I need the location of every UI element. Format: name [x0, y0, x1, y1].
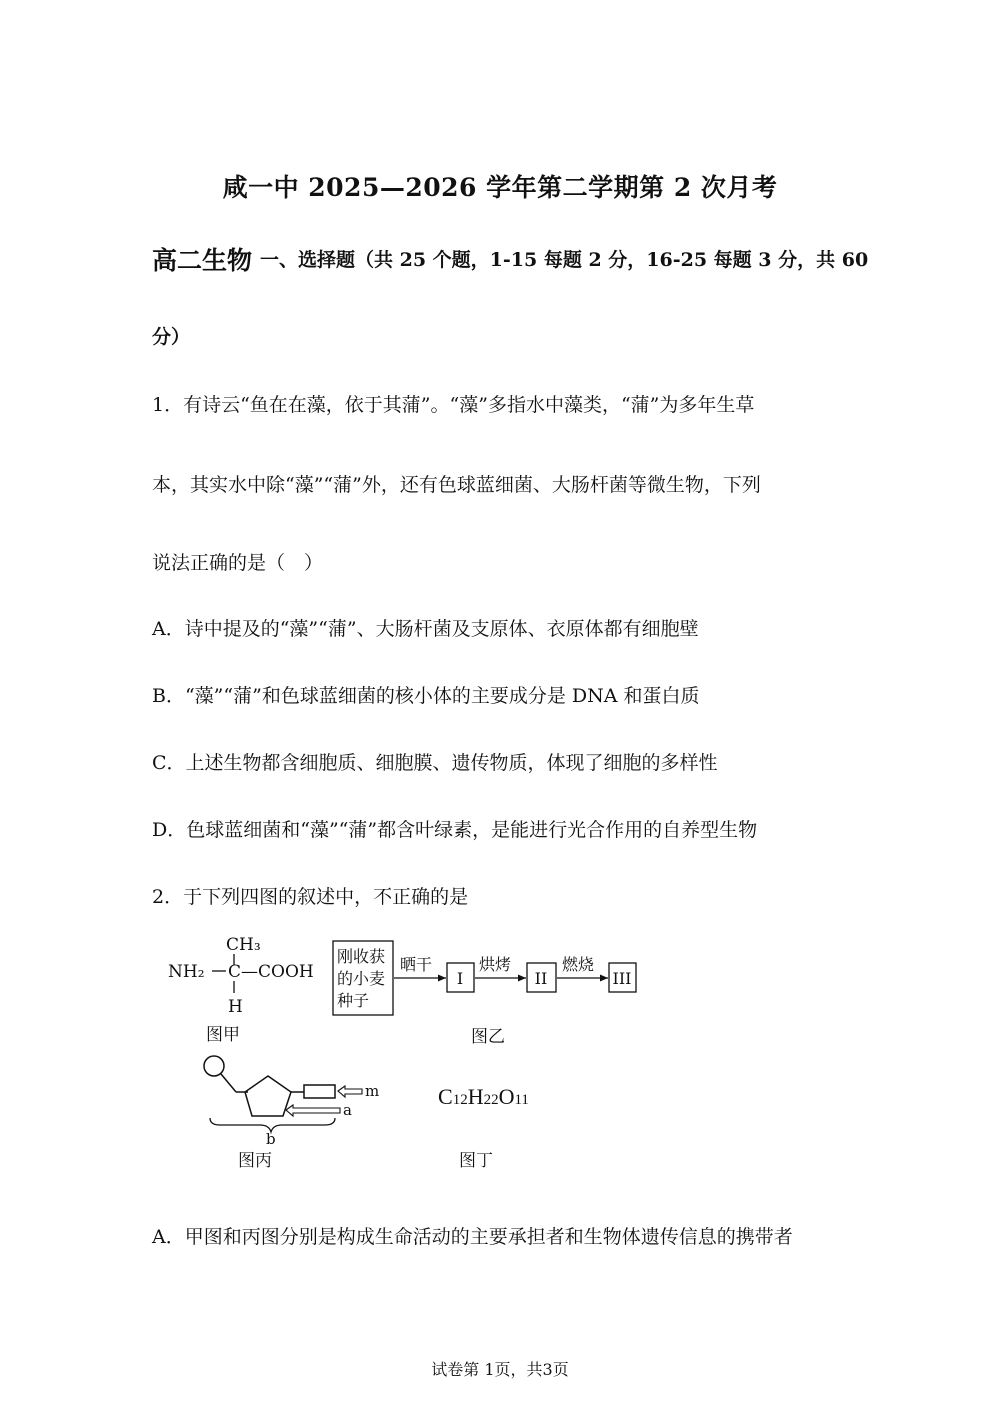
label-a: a [343, 1101, 352, 1119]
label-b: b [266, 1130, 276, 1148]
q2-stem: 2．于下列四图的叙述中，不正确的是 [152, 886, 469, 908]
seed-box-line2: 的小麦 [337, 969, 386, 988]
figure-bing [204, 1056, 379, 1171]
q2-figure [150, 926, 670, 1176]
sucrose-formula: C12H22O11 [438, 1084, 529, 1109]
result-3-label: III [612, 969, 632, 988]
caption-ding: 图丁 [459, 1151, 493, 1171]
label-m: m [365, 1082, 380, 1100]
q1-option-a: A．诗中提及的“藻”“蒲”、大肠杆菌及支原体、衣原体都有细胞壁 [152, 618, 699, 640]
result-1-label: I [456, 969, 464, 988]
step-bake-label: 烘烤 [479, 955, 512, 974]
q2-option-a: A．甲图和丙图分别是构成生命活动的主要承担者和生物体遗传信息的携带者 [152, 1226, 793, 1248]
subject-heading: 高二生物 [152, 246, 253, 275]
caption-jia: 图甲 [206, 1025, 240, 1045]
caption-yi: 图乙 [471, 1027, 505, 1047]
arrow-a [286, 1105, 340, 1116]
figure-yi [333, 941, 636, 1047]
nh2-label: NH₂ [168, 962, 205, 982]
carbon-label: C [228, 962, 242, 982]
page-footer: 试卷第 1页，共3页 [431, 1360, 569, 1379]
ch3-label: CH₃ [226, 935, 261, 955]
arrow-m [338, 1086, 362, 1097]
caption-bing: 图丙 [238, 1151, 272, 1171]
pentose-ring [245, 1076, 291, 1116]
q1-stem-line3: 说法正确的是（ ） [152, 552, 324, 574]
q1-option-d: D．色球蓝细菌和“藻”“蒲”都含叶绿素，是能进行光合作用的自养型生物 [152, 819, 758, 841]
h-label: H [228, 997, 243, 1017]
step-burn-label: 燃烧 [562, 955, 595, 974]
figure-ding [438, 1084, 529, 1171]
seed-box-line1: 刚收获 [337, 947, 386, 966]
q1-stem-line1: 1．有诗云“鱼在在藻，依于其蒲”。“藻”多指水中藻类，“蒲”为多年生草 [152, 394, 755, 416]
result-2-label: II [534, 969, 548, 988]
exam-title: 咸一中 2025—2026 学年第二学期第 2 次月考 [222, 173, 778, 202]
base-box [304, 1085, 335, 1098]
seed-box-line3: 种子 [337, 991, 370, 1010]
phosphate-bond [221, 1074, 236, 1092]
section-heading-cont: 分） [152, 326, 191, 348]
q1-option-c: C．上述生物都含细胞质、细胞膜、遗传物质，体现了细胞的多样性 [152, 752, 718, 774]
q1-option-b: B．“藻”“蒲”和色球蓝细菌的核小体的主要成分是 DNA 和蛋白质 [152, 685, 700, 707]
cooh-label: —COOH [241, 962, 314, 982]
figure-jia [168, 935, 314, 1045]
section-heading: 一、选择题（共 25 个题，1-15 每题 2 分，16-25 每题 3 分，共 60 [260, 249, 869, 271]
q1-stem-line2: 本，其实水中除“藻”“蒲”外，还有色球蓝细菌、大肠杆菌等微生物，下列 [152, 474, 761, 496]
phosphate-circle [204, 1056, 224, 1076]
step-dry-label: 晒干 [400, 955, 433, 974]
